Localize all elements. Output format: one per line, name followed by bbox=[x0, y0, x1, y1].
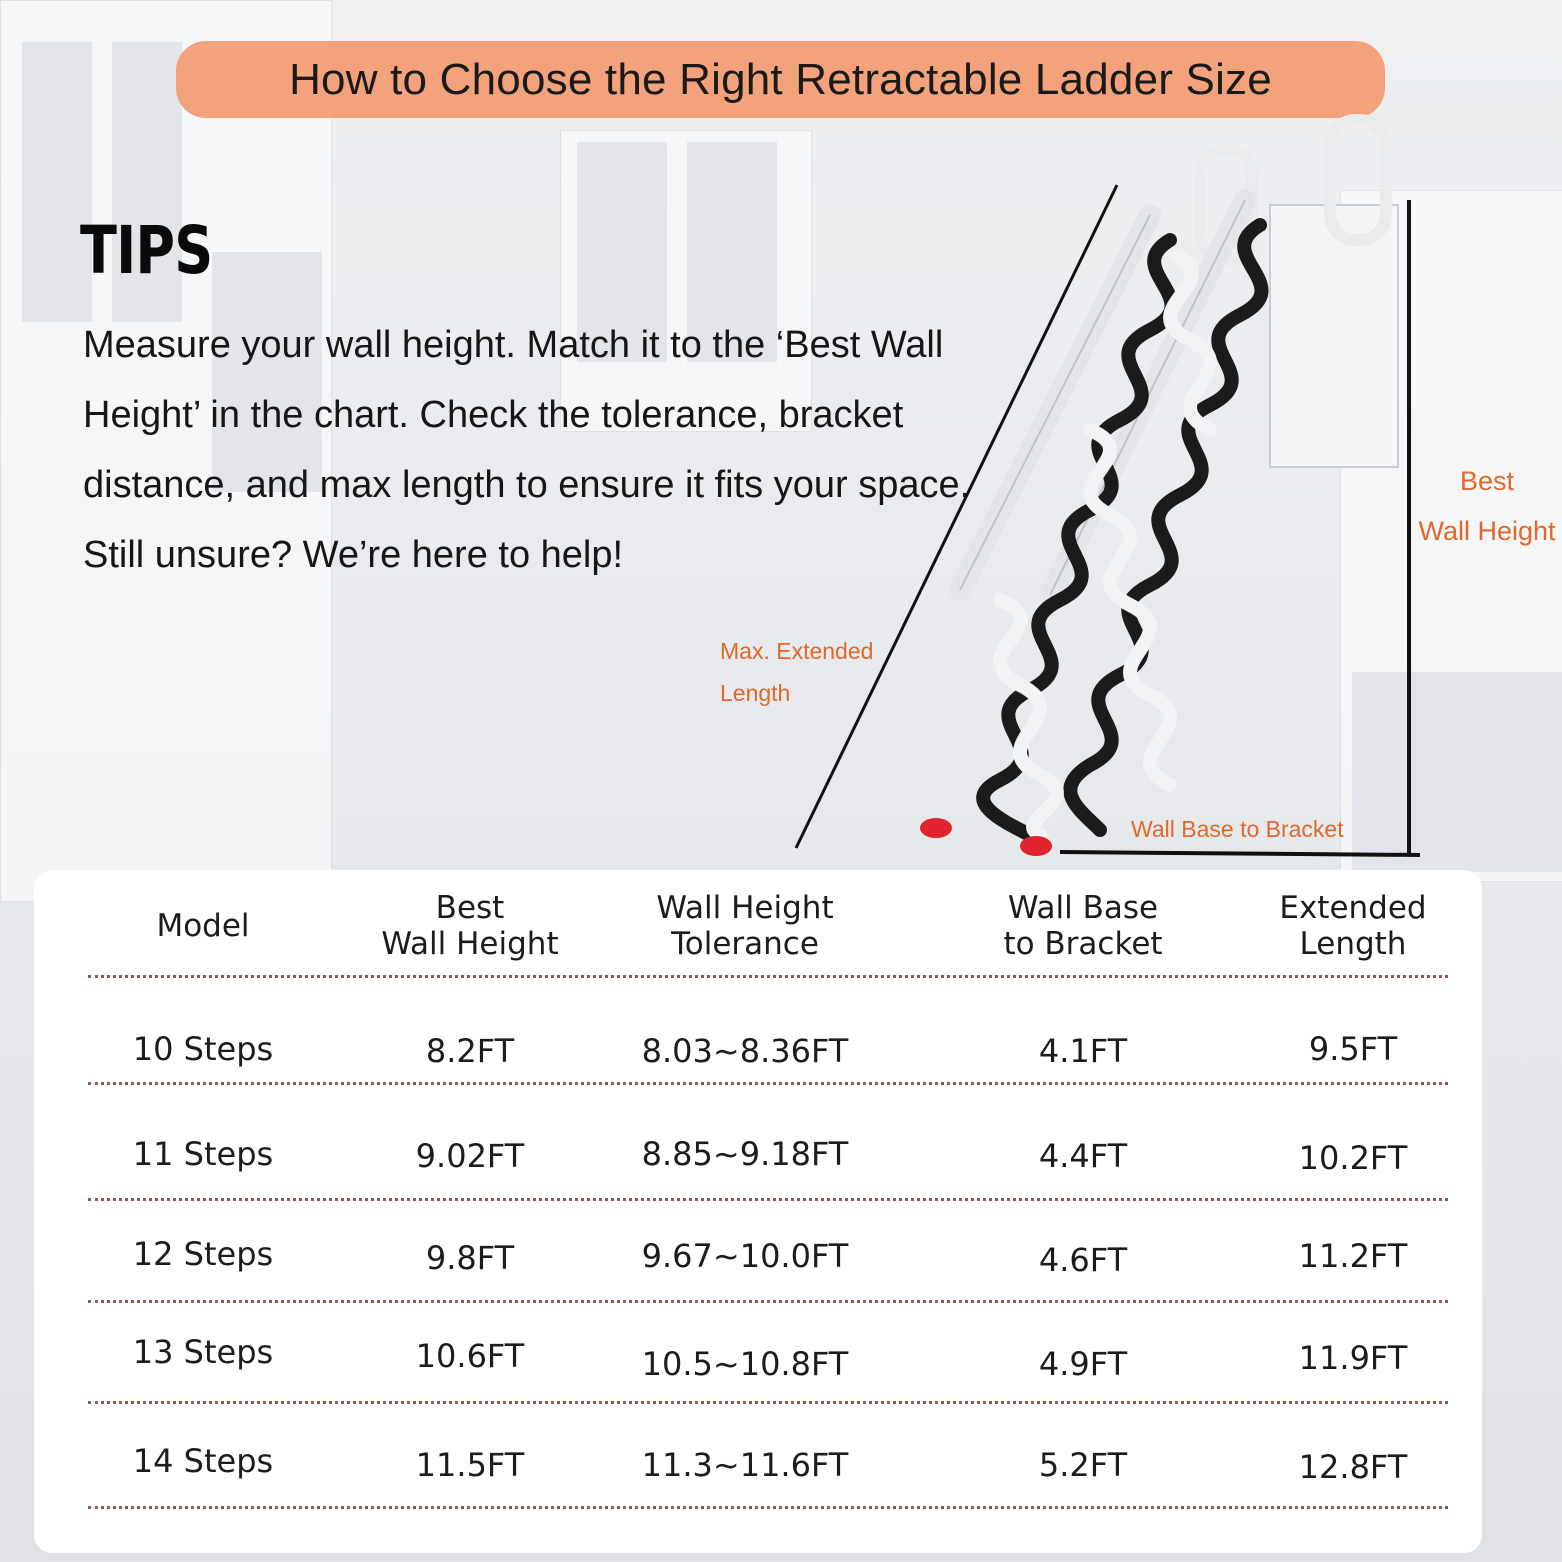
cell-model: 13 Steps bbox=[132, 1333, 274, 1371]
cell-best-wall-height: 10.6FT bbox=[415, 1337, 525, 1375]
cell-model: 12 Steps bbox=[132, 1235, 274, 1273]
best-wall-height-label-line1: Best bbox=[1459, 466, 1515, 496]
header-best-wall-height bbox=[370, 890, 570, 962]
cell-wall-base-to-bracket: 4.6FT bbox=[1038, 1241, 1128, 1279]
cell-extended-length: 11.9FT bbox=[1298, 1339, 1408, 1377]
cell-tolerance: 11.3~11.6FT bbox=[641, 1446, 849, 1484]
cell-model: 10 Steps bbox=[132, 1030, 274, 1068]
header-extended-length bbox=[1228, 890, 1478, 962]
table-row bbox=[88, 1085, 1448, 1201]
table-row bbox=[88, 1404, 1448, 1509]
table-header-row bbox=[88, 870, 1448, 978]
header-best-wall-height-line2: Wall Height bbox=[381, 926, 559, 962]
cell-tolerance: 8.85~9.18FT bbox=[641, 1135, 849, 1173]
tips-heading: TIPS bbox=[80, 212, 213, 289]
table-row bbox=[88, 1303, 1448, 1404]
size-chart-card bbox=[34, 870, 1482, 1553]
header-extended-line1: Extended bbox=[1279, 890, 1427, 926]
cell-extended-length: 9.5FT bbox=[1308, 1030, 1398, 1068]
cell-wall-base-to-bracket: 4.4FT bbox=[1038, 1137, 1128, 1175]
cell-best-wall-height: 9.8FT bbox=[425, 1239, 515, 1277]
header-bracket-line1: Wall Base bbox=[1007, 890, 1159, 926]
cell-wall-base-to-bracket: 5.2FT bbox=[1038, 1446, 1128, 1484]
cell-best-wall-height: 11.5FT bbox=[415, 1446, 525, 1484]
tips-text: Measure your wall height. Match it to the ‘Best Wall Height’ in the chart. Check the tolerance, bracket distance, and max length to ensure it fits your space. Still unsure? We’re here to help! bbox=[83, 324, 971, 576]
header-model-text: Model bbox=[156, 908, 250, 944]
size-chart-table bbox=[88, 870, 1448, 1509]
cell-tolerance: 9.67~10.0FT bbox=[641, 1237, 849, 1275]
title-banner bbox=[176, 41, 1385, 118]
max-extended-length-label-line1: Max. Extended bbox=[720, 638, 874, 664]
cell-extended-length: 10.2FT bbox=[1298, 1139, 1408, 1177]
header-tolerance-line1: Wall Height bbox=[656, 890, 834, 926]
cell-extended-length: 12.8FT bbox=[1298, 1448, 1408, 1486]
best-wall-height-label bbox=[1412, 456, 1562, 556]
cell-wall-base-to-bracket: 4.9FT bbox=[1038, 1345, 1128, 1383]
wall-base-to-bracket-label: Wall Base to Bracket bbox=[1131, 816, 1344, 842]
best-wall-height-label-line2: Wall Height bbox=[1418, 516, 1556, 546]
page-title: How to Choose the Right Retractable Ladder Size bbox=[289, 54, 1272, 104]
max-extended-length-label-line2: Length bbox=[720, 680, 791, 706]
header-extended-line2: Length bbox=[1299, 926, 1407, 962]
max-extended-length-label bbox=[720, 630, 873, 714]
header-wall-height-tolerance bbox=[610, 890, 880, 962]
cell-extended-length: 11.2FT bbox=[1298, 1237, 1408, 1275]
header-bracket-line2: to Bracket bbox=[1003, 926, 1163, 962]
table-row bbox=[88, 1201, 1448, 1303]
cell-best-wall-height: 8.2FT bbox=[425, 1032, 515, 1070]
header-model bbox=[88, 908, 318, 944]
table-row bbox=[88, 978, 1448, 1085]
cell-wall-base-to-bracket: 4.1FT bbox=[1038, 1032, 1128, 1070]
header-best-wall-height-line1: Best bbox=[435, 890, 505, 926]
header-wall-base-to-bracket bbox=[968, 890, 1198, 962]
cell-model: 14 Steps bbox=[132, 1442, 274, 1480]
cell-tolerance: 10.5~10.8FT bbox=[641, 1345, 849, 1383]
cell-tolerance: 8.03~8.36FT bbox=[641, 1032, 849, 1070]
header-tolerance-line2: Tolerance bbox=[671, 926, 819, 962]
cell-best-wall-height: 9.02FT bbox=[415, 1137, 525, 1175]
cell-model: 11 Steps bbox=[132, 1135, 274, 1173]
